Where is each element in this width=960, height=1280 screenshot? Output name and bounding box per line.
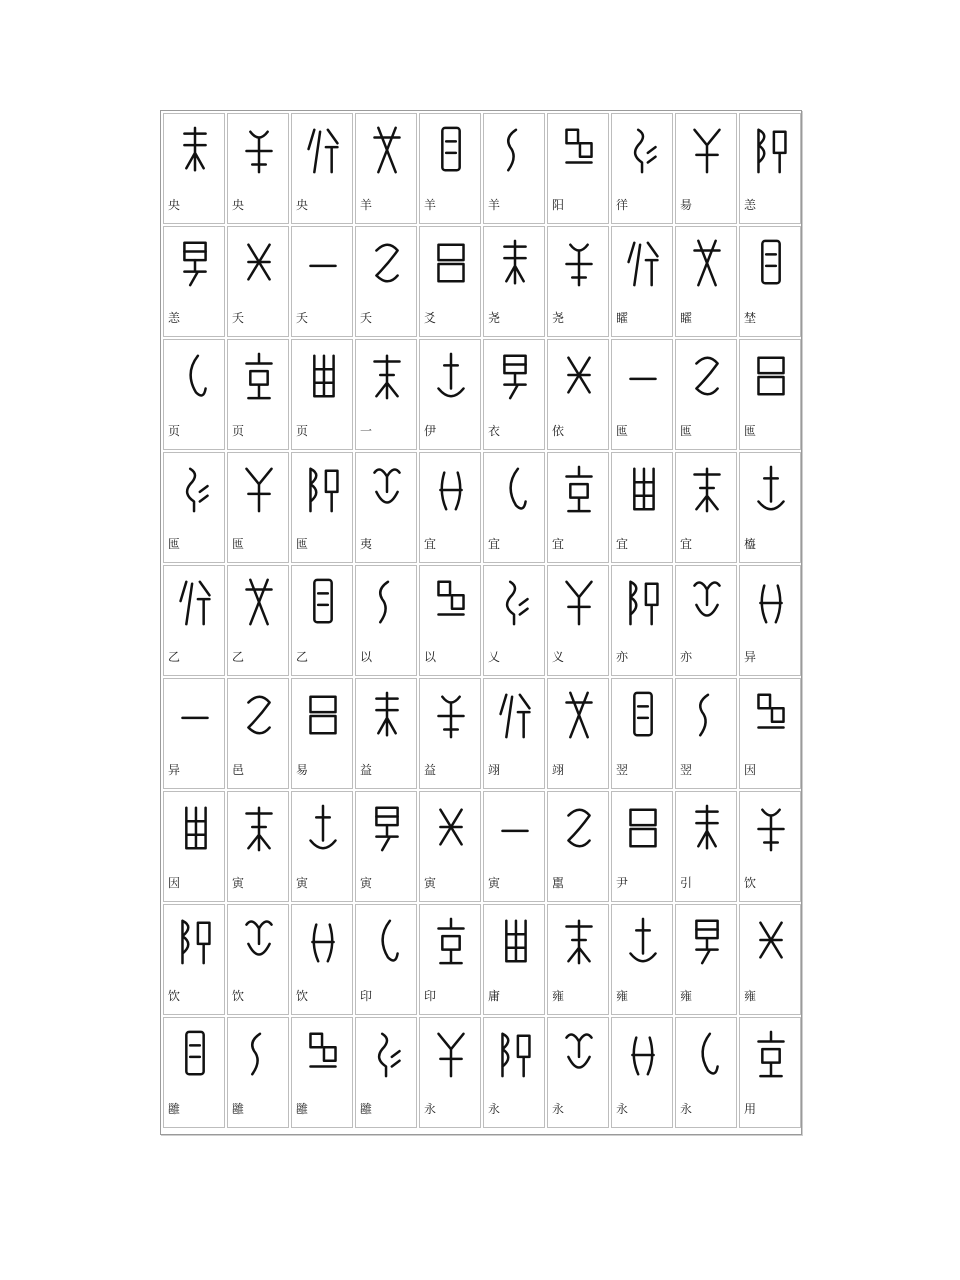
character-cell bbox=[675, 113, 737, 224]
character-label: 匜 bbox=[680, 424, 693, 438]
character-cell bbox=[355, 339, 417, 450]
character-cell bbox=[163, 678, 225, 789]
character-cell bbox=[355, 678, 417, 789]
character-label: 永 bbox=[680, 1102, 693, 1116]
character-cell bbox=[675, 1017, 737, 1128]
character-cell bbox=[483, 904, 545, 1015]
character-cell bbox=[163, 113, 225, 224]
character-cell bbox=[675, 339, 737, 450]
ancient-glyph-icon bbox=[432, 1028, 470, 1080]
ancient-glyph-icon bbox=[752, 350, 790, 402]
ancient-glyph-icon bbox=[240, 802, 278, 854]
character-cell bbox=[419, 226, 481, 337]
character-cell bbox=[163, 226, 225, 337]
character-label: 尧 bbox=[552, 311, 565, 325]
character-cell bbox=[291, 904, 353, 1015]
character-label: 雝 bbox=[168, 1102, 181, 1116]
character-cell bbox=[163, 565, 225, 676]
character-cell bbox=[739, 565, 801, 676]
character-cell bbox=[291, 791, 353, 902]
character-cell bbox=[227, 339, 289, 450]
ancient-glyph-icon bbox=[368, 915, 406, 967]
ancient-glyph-icon bbox=[688, 802, 726, 854]
character-label: 饮 bbox=[168, 989, 181, 1003]
character-label: 雝 bbox=[360, 1102, 373, 1116]
character-cell bbox=[355, 226, 417, 337]
ancient-glyph-icon bbox=[688, 350, 726, 402]
character-cell bbox=[163, 452, 225, 563]
character-grid bbox=[163, 113, 801, 1128]
character-label: 夭 bbox=[360, 311, 373, 325]
character-cell bbox=[291, 113, 353, 224]
character-cell bbox=[355, 565, 417, 676]
ancient-glyph-icon bbox=[560, 237, 598, 289]
character-label: 匜 bbox=[744, 424, 757, 438]
ancient-glyph-icon bbox=[240, 350, 278, 402]
character-cell bbox=[291, 1017, 353, 1128]
character-label: 雍 bbox=[616, 989, 629, 1003]
character-cell bbox=[739, 226, 801, 337]
character-cell bbox=[163, 339, 225, 450]
character-cell bbox=[291, 678, 353, 789]
character-label: 永 bbox=[616, 1102, 629, 1116]
ancient-glyph-icon bbox=[688, 915, 726, 967]
ancient-glyph-icon bbox=[240, 576, 278, 628]
character-label: 益 bbox=[424, 763, 437, 777]
character-label: 匜 bbox=[296, 537, 309, 551]
ancient-glyph-icon bbox=[176, 802, 214, 854]
character-cell bbox=[227, 452, 289, 563]
character-label: 页 bbox=[168, 424, 181, 438]
character-cell bbox=[419, 791, 481, 902]
character-cell bbox=[483, 226, 545, 337]
character-label: 羊 bbox=[360, 198, 373, 212]
character-cell bbox=[355, 113, 417, 224]
ancient-glyph-icon bbox=[560, 1028, 598, 1080]
character-cell bbox=[419, 452, 481, 563]
character-label: 夭 bbox=[232, 311, 245, 325]
character-cell bbox=[163, 791, 225, 902]
character-label: 尹 bbox=[616, 876, 629, 890]
character-cell bbox=[291, 226, 353, 337]
character-cell bbox=[611, 565, 673, 676]
ancient-glyph-icon bbox=[624, 237, 662, 289]
ancient-glyph-icon bbox=[304, 915, 342, 967]
character-cell bbox=[547, 226, 609, 337]
ancient-glyph-icon bbox=[304, 124, 342, 176]
character-cell bbox=[739, 678, 801, 789]
character-cell bbox=[163, 904, 225, 1015]
character-label: 一 bbox=[360, 424, 373, 438]
character-cell bbox=[483, 452, 545, 563]
character-label: 羊 bbox=[424, 198, 437, 212]
ancient-glyph-icon bbox=[432, 350, 470, 402]
character-label: 矐 bbox=[680, 311, 693, 325]
ancient-glyph-icon bbox=[368, 463, 406, 515]
character-cell bbox=[483, 678, 545, 789]
character-cell bbox=[291, 565, 353, 676]
character-cell bbox=[355, 452, 417, 563]
character-cell bbox=[419, 1017, 481, 1128]
character-cell bbox=[611, 1017, 673, 1128]
character-label: 以 bbox=[424, 650, 437, 664]
character-label: 寅 bbox=[488, 876, 501, 890]
ancient-glyph-icon bbox=[688, 689, 726, 741]
character-label: 亦 bbox=[680, 650, 693, 664]
character-label: 羊 bbox=[488, 198, 501, 212]
ancient-glyph-icon bbox=[624, 689, 662, 741]
ancient-glyph-icon bbox=[432, 689, 470, 741]
character-cell bbox=[355, 791, 417, 902]
character-label: 宜 bbox=[488, 537, 501, 551]
character-label: 央 bbox=[168, 198, 181, 212]
character-cell bbox=[739, 791, 801, 902]
character-label: 夭 bbox=[296, 311, 309, 325]
character-label: 阳 bbox=[552, 198, 565, 212]
ancient-glyph-icon bbox=[688, 124, 726, 176]
character-cell bbox=[547, 113, 609, 224]
character-cell bbox=[483, 339, 545, 450]
character-label: 橀 bbox=[744, 537, 757, 551]
character-cell bbox=[483, 791, 545, 902]
character-cell bbox=[675, 565, 737, 676]
character-label: 亦 bbox=[616, 650, 629, 664]
character-cell bbox=[611, 226, 673, 337]
character-cell bbox=[547, 1017, 609, 1128]
ancient-glyph-icon bbox=[240, 237, 278, 289]
character-label: 匜 bbox=[616, 424, 629, 438]
character-cell bbox=[739, 1017, 801, 1128]
character-label: 饮 bbox=[232, 989, 245, 1003]
character-cell bbox=[227, 904, 289, 1015]
ancient-glyph-icon bbox=[432, 237, 470, 289]
character-label: 以 bbox=[360, 650, 373, 664]
character-cell bbox=[547, 339, 609, 450]
character-cell bbox=[675, 791, 737, 902]
character-cell bbox=[291, 452, 353, 563]
ancient-glyph-icon bbox=[432, 576, 470, 628]
character-label: 义 bbox=[552, 650, 565, 664]
character-label: 翊 bbox=[488, 763, 501, 777]
character-label: 翌 bbox=[680, 763, 693, 777]
character-label: 依 bbox=[552, 424, 565, 438]
character-cell bbox=[227, 678, 289, 789]
character-table bbox=[160, 110, 802, 1135]
ancient-glyph-icon bbox=[496, 124, 534, 176]
character-cell bbox=[675, 452, 737, 563]
character-cell bbox=[739, 452, 801, 563]
character-cell bbox=[163, 1017, 225, 1128]
character-label: 用 bbox=[744, 1102, 757, 1116]
ancient-glyph-icon bbox=[624, 576, 662, 628]
character-label: 印 bbox=[360, 989, 373, 1003]
ancient-glyph-icon bbox=[560, 915, 598, 967]
ancient-glyph-icon bbox=[560, 802, 598, 854]
character-label: 徉 bbox=[616, 198, 629, 212]
ancient-glyph-icon bbox=[304, 350, 342, 402]
character-label: 寅 bbox=[232, 876, 245, 890]
ancient-glyph-icon bbox=[176, 350, 214, 402]
character-cell bbox=[227, 565, 289, 676]
character-cell bbox=[291, 339, 353, 450]
character-label: 益 bbox=[360, 763, 373, 777]
character-label: 引 bbox=[680, 876, 693, 890]
character-cell bbox=[547, 678, 609, 789]
character-label: 因 bbox=[744, 763, 757, 777]
character-cell bbox=[227, 226, 289, 337]
character-cell bbox=[547, 565, 609, 676]
character-label: 匜 bbox=[168, 537, 181, 551]
character-cell bbox=[547, 791, 609, 902]
ancient-glyph-icon bbox=[176, 237, 214, 289]
character-cell bbox=[675, 678, 737, 789]
character-label: 永 bbox=[424, 1102, 437, 1116]
character-label: 乙 bbox=[296, 650, 309, 664]
ancient-glyph-icon bbox=[496, 915, 534, 967]
character-label: 易 bbox=[296, 763, 309, 777]
ancient-glyph-icon bbox=[752, 576, 790, 628]
character-label: 宜 bbox=[552, 537, 565, 551]
character-cell bbox=[483, 113, 545, 224]
ancient-glyph-icon bbox=[624, 1028, 662, 1080]
ancient-glyph-icon bbox=[304, 802, 342, 854]
ancient-glyph-icon bbox=[496, 576, 534, 628]
character-label: 雍 bbox=[680, 989, 693, 1003]
character-label: 衣 bbox=[488, 424, 501, 438]
character-label: 雍 bbox=[552, 989, 565, 1003]
ancient-glyph-icon bbox=[624, 124, 662, 176]
ancient-glyph-icon bbox=[368, 802, 406, 854]
ancient-glyph-icon bbox=[176, 124, 214, 176]
character-cell bbox=[611, 452, 673, 563]
character-cell bbox=[547, 452, 609, 563]
character-label: 埜 bbox=[744, 311, 757, 325]
character-label: 爻 bbox=[424, 311, 437, 325]
ancient-glyph-icon bbox=[752, 1028, 790, 1080]
ancient-glyph-icon bbox=[688, 463, 726, 515]
ancient-glyph-icon bbox=[432, 915, 470, 967]
ancient-glyph-icon bbox=[624, 463, 662, 515]
ancient-glyph-icon bbox=[240, 124, 278, 176]
ancient-glyph-icon bbox=[240, 915, 278, 967]
character-label: 央 bbox=[296, 198, 309, 212]
ancient-glyph-icon bbox=[368, 124, 406, 176]
ancient-glyph-icon bbox=[304, 463, 342, 515]
ancient-glyph-icon bbox=[688, 1028, 726, 1080]
ancient-glyph-icon bbox=[304, 689, 342, 741]
character-cell bbox=[483, 1017, 545, 1128]
ancient-glyph-icon bbox=[304, 1028, 342, 1080]
ancient-glyph-icon bbox=[496, 463, 534, 515]
character-label: 乙 bbox=[232, 650, 245, 664]
ancient-glyph-icon bbox=[368, 350, 406, 402]
ancient-glyph-icon bbox=[240, 463, 278, 515]
character-label: 永 bbox=[488, 1102, 501, 1116]
character-cell bbox=[611, 113, 673, 224]
character-cell bbox=[419, 339, 481, 450]
ancient-glyph-icon bbox=[560, 463, 598, 515]
ancient-glyph-icon bbox=[560, 689, 598, 741]
character-label: 夷 bbox=[360, 537, 373, 551]
ancient-glyph-icon bbox=[304, 576, 342, 628]
character-cell bbox=[227, 791, 289, 902]
character-label: 邑 bbox=[232, 763, 245, 777]
character-cell bbox=[227, 1017, 289, 1128]
character-label: 央 bbox=[232, 198, 245, 212]
character-label: 异 bbox=[744, 650, 757, 664]
ancient-glyph-icon bbox=[560, 350, 598, 402]
character-label: 寅 bbox=[424, 876, 437, 890]
character-cell bbox=[611, 791, 673, 902]
character-label: 乂 bbox=[488, 650, 501, 664]
ancient-glyph-icon bbox=[496, 350, 534, 402]
ancient-glyph-icon bbox=[240, 689, 278, 741]
ancient-glyph-icon bbox=[560, 124, 598, 176]
character-label: 匜 bbox=[232, 537, 245, 551]
character-cell bbox=[611, 339, 673, 450]
character-label: 翊 bbox=[552, 763, 565, 777]
character-cell bbox=[611, 678, 673, 789]
character-label: 饮 bbox=[744, 876, 757, 890]
character-label: 寅 bbox=[296, 876, 309, 890]
character-cell bbox=[355, 904, 417, 1015]
ancient-glyph-icon bbox=[368, 1028, 406, 1080]
ancient-glyph-icon bbox=[752, 802, 790, 854]
character-cell bbox=[675, 226, 737, 337]
character-label: 宜 bbox=[616, 537, 629, 551]
character-label: 恙 bbox=[744, 198, 757, 212]
ancient-glyph-icon bbox=[688, 576, 726, 628]
character-label: 页 bbox=[232, 424, 245, 438]
character-cell bbox=[355, 1017, 417, 1128]
ancient-glyph-icon bbox=[560, 576, 598, 628]
ancient-glyph-icon bbox=[368, 689, 406, 741]
ancient-glyph-icon bbox=[496, 1028, 534, 1080]
character-cell bbox=[419, 904, 481, 1015]
ancient-glyph-icon bbox=[368, 237, 406, 289]
character-cell bbox=[419, 113, 481, 224]
character-label: 宜 bbox=[680, 537, 693, 551]
character-label: 寅 bbox=[360, 876, 373, 890]
character-cell bbox=[227, 113, 289, 224]
character-cell bbox=[675, 904, 737, 1015]
character-label: 雝 bbox=[232, 1102, 245, 1116]
ancient-glyph-icon bbox=[432, 463, 470, 515]
ancient-glyph-icon bbox=[432, 124, 470, 176]
ancient-glyph-icon bbox=[624, 915, 662, 967]
ancient-glyph-icon bbox=[176, 915, 214, 967]
ancient-glyph-icon bbox=[624, 350, 662, 402]
character-label: 饮 bbox=[296, 989, 309, 1003]
character-label: 庸 bbox=[488, 989, 501, 1003]
character-label: 雝 bbox=[296, 1102, 309, 1116]
character-label: 伊 bbox=[424, 424, 437, 438]
ancient-glyph-icon bbox=[688, 237, 726, 289]
character-label: 异 bbox=[168, 763, 181, 777]
character-cell bbox=[419, 678, 481, 789]
ancient-glyph-icon bbox=[752, 689, 790, 741]
character-cell bbox=[547, 904, 609, 1015]
character-label: 因 bbox=[168, 876, 181, 890]
character-label: 昜 bbox=[680, 198, 693, 212]
character-label: 乙 bbox=[168, 650, 181, 664]
ancient-glyph-icon bbox=[496, 802, 534, 854]
ancient-glyph-icon bbox=[752, 915, 790, 967]
character-label: 矐 bbox=[616, 311, 629, 325]
ancient-glyph-icon bbox=[176, 689, 214, 741]
ancient-glyph-icon bbox=[432, 802, 470, 854]
character-label: 翌 bbox=[616, 763, 629, 777]
character-cell bbox=[483, 565, 545, 676]
character-cell bbox=[739, 904, 801, 1015]
character-cell bbox=[739, 113, 801, 224]
character-label: 雍 bbox=[744, 989, 757, 1003]
character-label: 恙 bbox=[168, 311, 181, 325]
ancient-glyph-icon bbox=[368, 576, 406, 628]
character-label: 嚚 bbox=[552, 876, 565, 890]
ancient-glyph-icon bbox=[304, 237, 342, 289]
ancient-glyph-icon bbox=[624, 802, 662, 854]
character-label: 宜 bbox=[424, 537, 437, 551]
ancient-glyph-icon bbox=[752, 463, 790, 515]
character-label: 永 bbox=[552, 1102, 565, 1116]
ancient-glyph-icon bbox=[496, 237, 534, 289]
character-label: 页 bbox=[296, 424, 309, 438]
ancient-glyph-icon bbox=[496, 689, 534, 741]
ancient-glyph-icon bbox=[176, 463, 214, 515]
ancient-glyph-icon bbox=[752, 237, 790, 289]
character-label: 尧 bbox=[488, 311, 501, 325]
ancient-glyph-icon bbox=[240, 1028, 278, 1080]
character-cell bbox=[419, 565, 481, 676]
character-label: 印 bbox=[424, 989, 437, 1003]
character-cell bbox=[739, 339, 801, 450]
ancient-glyph-icon bbox=[752, 124, 790, 176]
ancient-glyph-icon bbox=[176, 1028, 214, 1080]
ancient-glyph-icon bbox=[176, 576, 214, 628]
character-cell bbox=[611, 904, 673, 1015]
